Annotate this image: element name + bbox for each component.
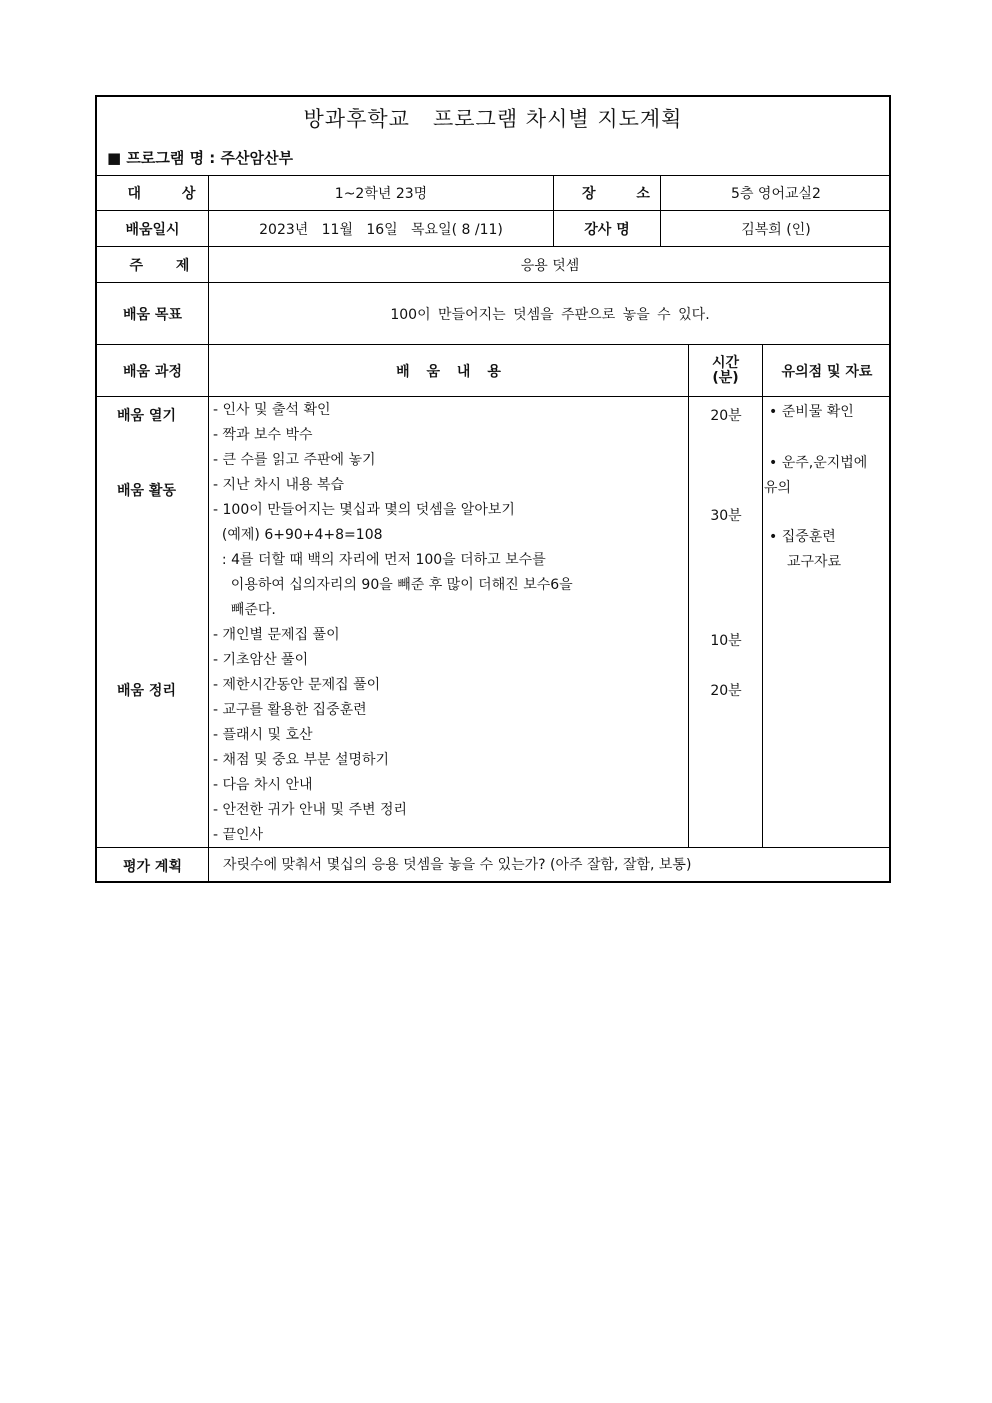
list-item: - 다음 차시 안내 xyxy=(213,777,313,793)
list-item: - 개인별 문제집 풀이 xyxy=(213,627,340,643)
list-item: - 지난 차시 내용 복습 xyxy=(213,477,345,493)
list-item: - 끝인사 xyxy=(213,827,264,843)
teacher-value: 김복희 (인) xyxy=(741,221,811,238)
notes-header: 유의점 및 자료 xyxy=(781,363,873,380)
list-item: - 안전한 귀가 안내 및 주변 정리 xyxy=(213,802,408,818)
date-value: 2023년 11월 16일 목요일( 8 /11) xyxy=(259,221,503,238)
time-header: 시간 (분) xyxy=(711,354,740,386)
evaluation-label: 평가 계획 xyxy=(123,858,182,875)
time-close: 20분 xyxy=(710,683,742,699)
phase-activity: 배움 활동 xyxy=(117,483,176,499)
place-label: 장 소 xyxy=(582,186,668,202)
evaluation-value: 자릿수에 맞춰서 몇십의 응용 덧셈을 놓을 수 있는가? (아주 잘함, 잘함, 보통) xyxy=(223,857,692,873)
list-item: - 짝과 보수 박수 xyxy=(213,427,313,443)
list-item: 빼준다. xyxy=(213,602,276,618)
phase-close: 배움 정리 xyxy=(117,683,176,699)
list-item: - 플래시 및 호산 xyxy=(213,727,313,743)
list-item: (예제) 6+90+4+8=108 xyxy=(213,527,383,543)
target-value: 1~2학년 23명 xyxy=(334,186,428,202)
note-training: • 집중훈련 xyxy=(769,529,836,545)
note-technique: • 운주,운지법에 xyxy=(769,455,868,471)
list-item: - 교구를 활용한 집중훈련 xyxy=(213,702,367,718)
goal-value: 100이 만들어지는 덧셈을 주판으로 놓을 수 있다. xyxy=(390,306,710,323)
target-label: 대 상 xyxy=(127,186,214,202)
list-item: : 4를 더할 때 백의 자리에 먼저 100을 더하고 보수를 xyxy=(213,552,546,568)
note-technique-cont: 유의 xyxy=(764,480,792,496)
topic-label: 주 제 xyxy=(129,257,204,274)
list-item: - 큰 수를 읽고 주판에 놓기 xyxy=(213,452,376,468)
rule xyxy=(97,396,889,397)
time-open: 20분 xyxy=(710,408,742,424)
document-title: 방과후학교 프로그램 차시별 지도계획 xyxy=(303,107,683,131)
note-training-cont: 교구자료 xyxy=(787,554,842,570)
list-item: - 채점 및 중요 부분 설명하기 xyxy=(213,752,390,768)
list-item: - 기초암산 풀이 xyxy=(213,652,309,668)
phase-open: 배움 열기 xyxy=(117,408,176,424)
list-item: - 제한시간동안 문제집 풀이 xyxy=(213,677,381,693)
lesson-plan-document xyxy=(95,95,891,883)
content-header: 배 움 내 용 xyxy=(396,363,501,380)
time-practice: 10분 xyxy=(710,633,742,649)
topic-value: 응용 덧셈 xyxy=(520,257,580,274)
goal-label: 배움 목표 xyxy=(123,306,182,323)
list-item: - 100이 만들어지는 몇십과 몇의 덧셈을 알아보기 xyxy=(213,502,515,518)
program-name: ■ 프로그램 명 : 주산암산부 xyxy=(107,149,293,167)
content-list xyxy=(213,400,573,850)
date-label: 배움일시 xyxy=(125,221,180,238)
list-item: 이용하여 십의자리의 90을 빼준 후 많이 더해진 보수6을 xyxy=(213,577,573,593)
list-item: - 인사 및 출석 확인 xyxy=(213,402,331,418)
note-materials: • 준비물 확인 xyxy=(769,404,854,420)
time-activity: 30분 xyxy=(710,508,742,524)
place-value: 5층 영어교실2 xyxy=(731,186,821,202)
process-header: 배움 과정 xyxy=(123,363,182,380)
teacher-label: 강사 명 xyxy=(584,221,630,238)
